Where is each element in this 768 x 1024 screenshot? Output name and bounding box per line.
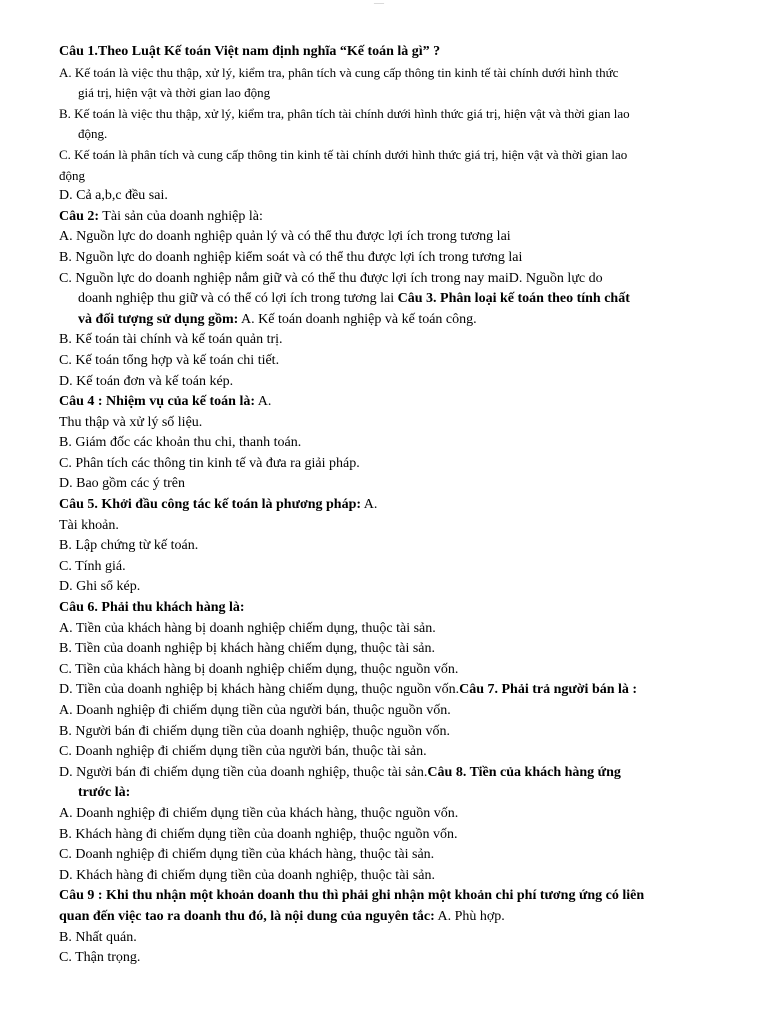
top-mark: [374, 0, 394, 2]
q7-option-d: D. Người bán đi chiếm dụng tiền của doanh nghiệp, thuộc tài sản.: [59, 764, 428, 780]
q1-option-c: C. Kế toán là phân tích và cung cấp thông tin kinh tế tài chính dưới hình thức giá trị, hiện vật và thời gian lao: [59, 146, 628, 162]
question-7-label: Câu 7. Phải trả người bán là :: [459, 682, 638, 698]
q7-option-b: B. Người bán đi chiếm dụng tiền của doanh nghiệp, thuộc nguồn vốn.: [59, 723, 450, 739]
question-8-label-cont: trước là:: [78, 785, 131, 801]
quiz-content: [59, 42, 749, 969]
q6-option-a: A. Tiền của khách hàng bị doanh nghiệp chiếm dụng, thuộc tài sản.: [59, 620, 436, 636]
q1-option-c-cont: động: [59, 167, 85, 183]
q6-option-b: B. Tiền của doanh nghiệp bị khách hàng chiếm dụng, thuộc tài sản.: [59, 641, 435, 657]
q6-option-d-q7-title: [59, 680, 749, 701]
question-2-title: [59, 207, 749, 228]
q3-option-a: A. Kế toán doanh nghiệp và kế toán công.: [238, 311, 477, 327]
question-6-label: Câu 6. Phải thu khách hàng là:: [59, 600, 245, 616]
q1-option-a-cont: giá trị, hiện vật và thời gian lao động: [78, 85, 271, 101]
q1-option-a: A. Kế toán là việc thu thập, xử lý, kiểm tra, phân tích và cung cấp thông tin kinh tế tài chính dưới hình thức: [59, 64, 619, 80]
q3-option-d: D. Kế toán đơn và kế toán kép.: [59, 373, 234, 389]
question-9-title: [59, 886, 749, 907]
q1-option-d: D. Cả a,b,c đều sai.: [59, 188, 168, 204]
question-9-label-cont: quan đến việc tao ra doanh thu đó, là nội dung của nguyên tắc:: [59, 908, 435, 924]
question-9-label: Câu 9 : Khi thu nhận một khoản doanh thu thì phải ghi nhận một khoản chi phí tương ứng có liên: [59, 888, 645, 904]
q2-option-a: A. Nguồn lực do doanh nghiệp quản lý và có thể thu được lợi ích trong tương lai: [59, 229, 511, 245]
q8-title-cont: [59, 783, 749, 804]
q9-option-c: C. Thận trọng.: [59, 950, 141, 966]
question-3-label-cont: và đối tượng sử dụng gồm:: [78, 311, 239, 327]
q2-option-b: B. Nguồn lực do doanh nghiệp kiểm soát và có thể thu được lợi ích trong tương lai: [59, 249, 523, 265]
q8-option-a: A. Doanh nghiệp đi chiếm dụng tiền của khách hàng, thuộc nguồn vốn.: [59, 805, 459, 821]
q5-option-a: Tài khoản.: [59, 517, 119, 533]
question-1-text: Câu 1.Theo Luật Kế toán Việt nam định nghĩa “Kế toán là gì” ?: [59, 44, 441, 59]
q5-option-d: D. Ghi sổ kép.: [59, 579, 141, 595]
question-2-text: Tài sản của doanh nghiệp là:: [99, 208, 263, 224]
q5-option-c: C. Tính giá.: [59, 558, 126, 574]
q4-option-d: D. Bao gồm các ý trên: [59, 476, 185, 492]
q7-option-c: C. Doanh nghiệp đi chiếm dụng tiền của người bán, thuộc tài sản.: [59, 744, 427, 760]
question-8-label: Câu 8. Tiền của khách hàng ứng: [427, 764, 621, 780]
q7-option-a: A. Doanh nghiệp đi chiếm dụng tiền của người bán, thuộc nguồn vốn.: [59, 703, 451, 718]
question-4-label: Câu 4 : Nhiệm vụ của kế toán là:: [59, 394, 256, 410]
q2-option-d-text: doanh nghiệp thu giữ và có thể có lợi ích trong tương lai: [78, 291, 398, 307]
q8-option-d: D. Khách hàng đi chiếm dụng tiền của doanh nghiệp, thuộc tài sản.: [59, 867, 435, 883]
q7-option-d-q8-title: [59, 763, 749, 784]
q6-option-c: C. Tiền của khách hàng bị doanh nghiệp chiếm dụng, thuộc nguồn vốn.: [59, 661, 459, 677]
q4-option-b: B. Giám đốc các khoản thu chi, thanh toán.: [59, 435, 302, 451]
question-6-title: [59, 598, 749, 619]
question-5-label: Câu 5. Khởi đầu công tác kế toán là phương pháp:: [59, 497, 362, 513]
question-2-label: Câu 2:: [59, 208, 100, 224]
q4-option-a: Thu thập và xử lý số liệu.: [59, 414, 203, 430]
q6-option-d: D. Tiền của doanh nghiệp bị khách hàng chiếm dụng, thuộc nguồn vốn.: [59, 682, 460, 698]
q5-option-a-marker: A.: [361, 497, 378, 513]
q2-option-d-q3-title: [59, 289, 749, 310]
q4-option-c: C. Phân tích các thông tin kinh tế và đưa ra giải pháp.: [59, 455, 360, 471]
q9-option-b: B. Nhất quán.: [59, 929, 137, 945]
q2-option-c: C. Nguồn lực do doanh nghiệp nắm giữ và có thể thu được lợi ích trong nay maiD. Nguồn lực do: [59, 270, 603, 286]
q3-option-c: C. Kế toán tổng hợp và kế toán chi tiết.: [59, 352, 280, 368]
q5-option-b: B. Lập chứng từ kế toán.: [59, 538, 199, 554]
q1-option-b-cont: động.: [78, 126, 108, 142]
question-9-title-cont: [59, 907, 749, 928]
q4-option-a-marker: A.: [255, 394, 272, 410]
q1-option-b: B. Kế toán là việc thu thập, xử lý, kiểm tra, phân tích tài chính dưới hình thức giá trị, hiện vật và thời gian lao: [59, 105, 630, 121]
question-5-title: [59, 495, 749, 516]
question-4-title: [59, 392, 749, 413]
question-1-title: [59, 42, 749, 63]
question-3-label: Câu 3. Phân loại kế toán theo tính chất: [397, 291, 630, 307]
q8-option-b: B. Khách hàng đi chiếm dụng tiền của doanh nghiệp, thuộc nguồn vốn.: [59, 826, 458, 842]
q3-option-b: B. Kế toán tài chính và kế toán quản trị.: [59, 332, 283, 348]
q9-option-a: A. Phù hợp.: [434, 908, 505, 924]
q3-title-cont: [59, 310, 749, 331]
q8-option-c: C. Doanh nghiệp đi chiếm dụng tiền của khách hàng, thuộc tài sản.: [59, 847, 435, 863]
